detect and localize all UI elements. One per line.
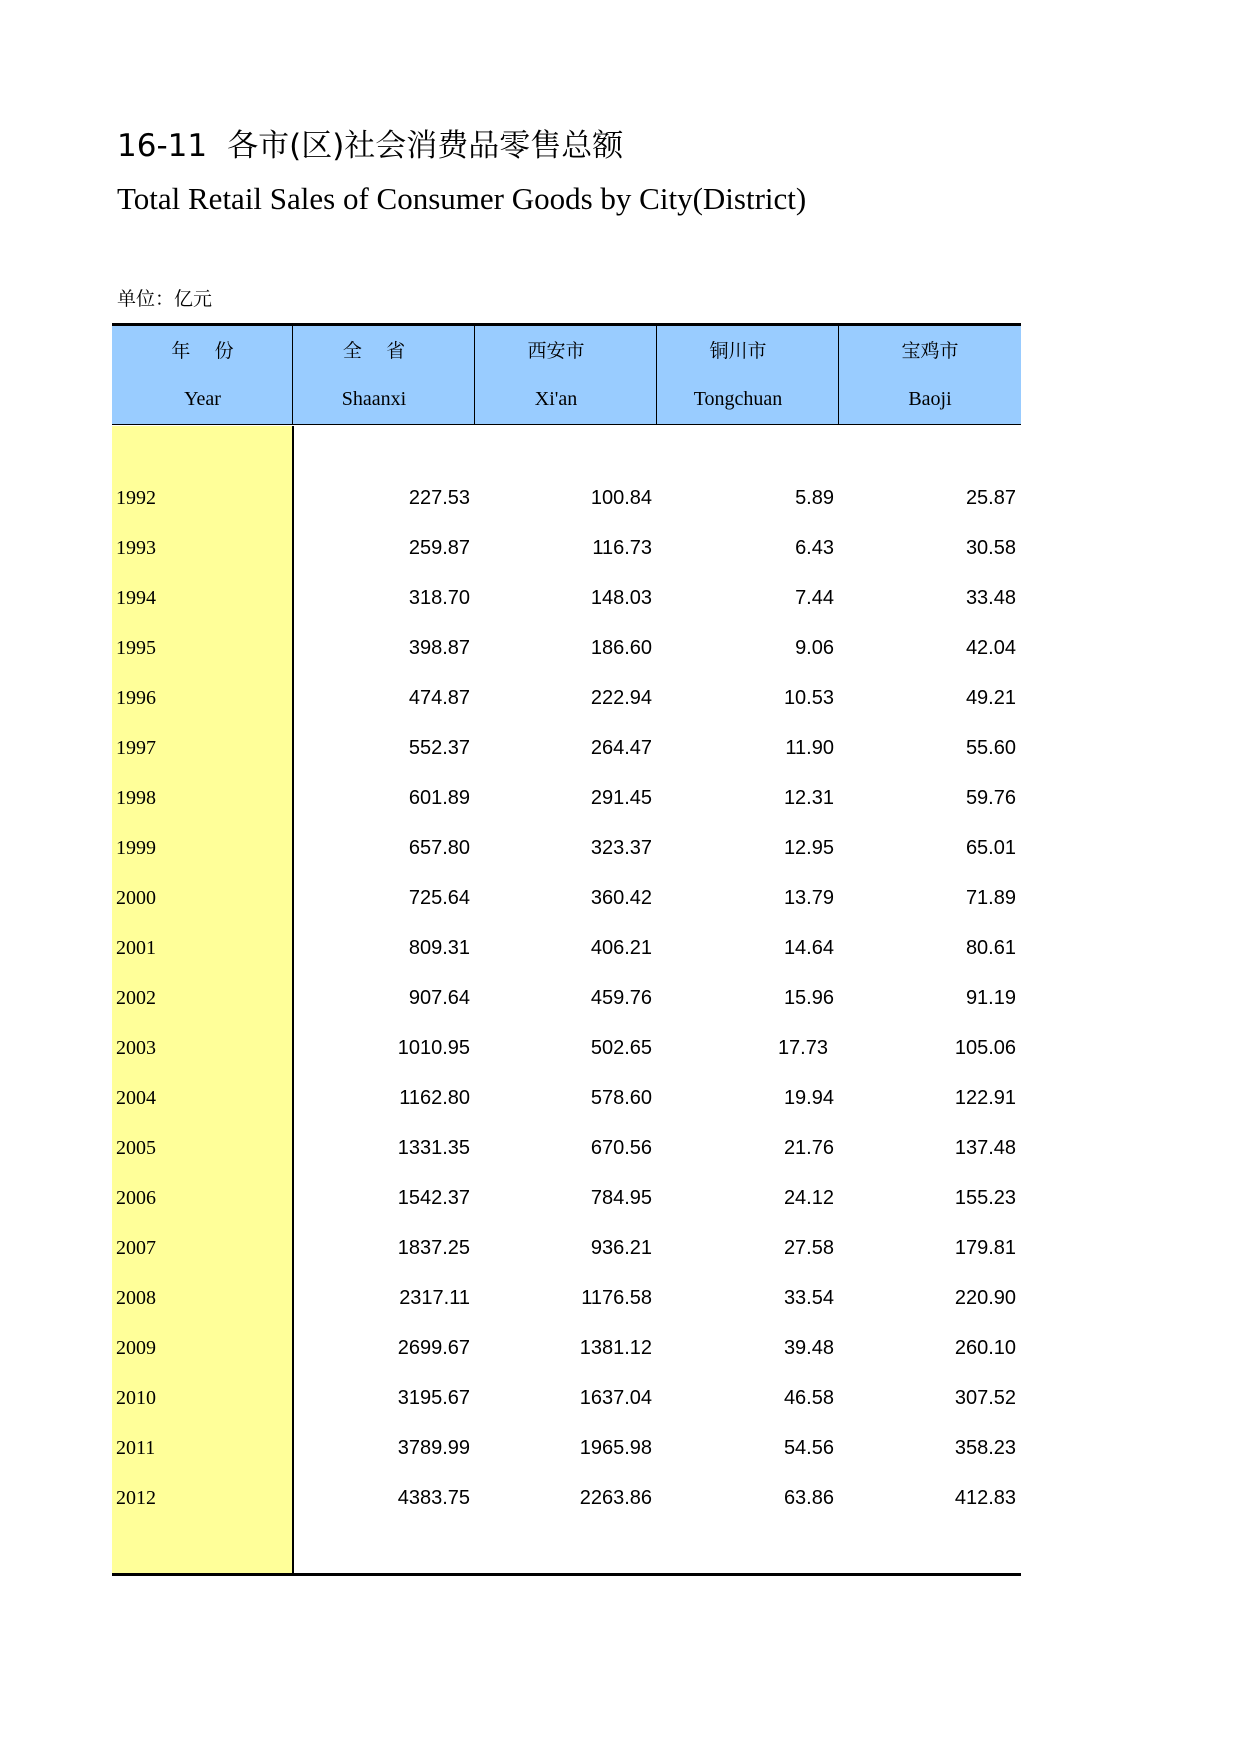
table-row [112,1028,1021,1078]
cell-shaanxi: 1331.35 [397,1137,470,1159]
table-row [112,678,1021,728]
cell-year: 2012 [116,1487,156,1509]
cell-year: 1997 [116,737,156,759]
cell-shaanxi: 3789.99 [397,1437,470,1459]
cell-xian: 116.73 [592,537,652,559]
cell-baoji: 42.04 [965,637,1016,659]
cell-year: 2003 [116,1037,156,1059]
header-tongchuan [656,326,819,424]
cell-shaanxi: 809.31 [408,937,470,959]
cell-year: 2011 [116,1437,156,1459]
cell-xian: 323.37 [590,837,652,859]
cell-shaanxi: 2699.67 [397,1337,470,1359]
cell-tongchuan: 39.48 [783,1337,834,1359]
header-tongchuan-cn: 铜川市 [709,340,767,362]
cell-year: 2010 [116,1387,156,1409]
header-xian-en: Xi'an [534,388,578,410]
cell-shaanxi: 227.53 [408,487,470,509]
cell-tongchuan: 19.94 [783,1087,834,1109]
cell-year: 2000 [116,887,156,909]
cell-shaanxi: 259.87 [408,537,470,559]
cell-tongchuan: 6.43 [795,537,834,559]
cell-year: 2005 [116,1137,156,1159]
cell-shaanxi: 725.64 [408,887,470,909]
table-row [112,978,1021,1028]
cell-shaanxi: 1010.95 [397,1037,470,1059]
header-xian [474,326,637,424]
cell-baoji: 105.06 [954,1037,1016,1059]
table-row [112,1328,1021,1378]
header-shaanxi [292,326,455,424]
cell-baoji: 25.87 [965,487,1016,509]
cell-tongchuan: 24.12 [783,1187,834,1209]
cell-tongchuan: 17.73 [777,1037,828,1059]
cell-xian: 406.21 [590,937,652,959]
header-tongchuan-en: Tongchuan [693,388,783,410]
header-shaanxi-en: Shaanxi [341,388,407,410]
cell-xian: 1381.12 [579,1337,652,1359]
cell-year: 1995 [116,637,156,659]
cell-baoji: 412.83 [954,1487,1016,1509]
cell-baoji: 307.52 [954,1387,1016,1409]
cell-year: 1993 [116,537,156,559]
table-row [112,1128,1021,1178]
cell-baoji: 179.81 [954,1237,1016,1259]
cell-tongchuan: 5.89 [795,487,834,509]
table-bottom-rule [112,1573,1021,1576]
cell-shaanxi: 318.70 [408,587,470,609]
cell-xian: 186.60 [590,637,652,659]
table-row [112,1178,1021,1228]
cell-xian: 291.45 [590,787,652,809]
cell-shaanxi: 1162.80 [399,1087,470,1109]
cell-xian: 100.84 [590,487,652,509]
cell-xian: 578.60 [590,1087,652,1109]
cell-tongchuan: 46.58 [783,1387,834,1409]
header-year-en: Year [184,388,221,410]
cell-xian: 148.03 [590,587,652,609]
cell-xian: 459.76 [590,987,652,1009]
cell-tongchuan: 7.44 [795,587,834,609]
header-baoji [838,326,1021,424]
cell-baoji: 71.89 [965,887,1016,909]
cell-baoji: 59.76 [965,787,1016,809]
cell-shaanxi: 398.87 [408,637,470,659]
cell-baoji: 91.19 [965,987,1016,1009]
table-row [112,478,1021,528]
cell-baoji: 122.91 [954,1087,1016,1109]
table-row [112,1378,1021,1428]
table-row [112,928,1021,978]
cell-baoji: 55.60 [965,737,1016,759]
table-row [112,778,1021,828]
table-row [112,1228,1021,1278]
cell-year: 1998 [116,787,156,809]
cell-baoji: 155.23 [954,1187,1016,1209]
cell-xian: 1965.98 [579,1437,652,1459]
cell-year: 1996 [116,687,156,709]
cell-year: 2002 [116,987,156,1009]
cell-shaanxi: 1837.25 [397,1237,470,1259]
table-row [112,1078,1021,1128]
cell-year: 2006 [116,1187,156,1209]
cell-xian: 936.21 [590,1237,652,1259]
cell-shaanxi: 3195.67 [397,1387,470,1409]
cell-tongchuan: 14.64 [783,937,834,959]
table-row [112,528,1021,578]
cell-baoji: 358.23 [954,1437,1016,1459]
cell-shaanxi: 474.87 [408,687,470,709]
cell-year: 2009 [116,1337,156,1359]
cell-xian: 1176.58 [581,1287,652,1309]
header-shaanxi-cn: 全 省 [342,340,406,362]
header-baoji-cn: 宝鸡市 [901,340,959,362]
cell-tongchuan: 12.95 [783,837,834,859]
cell-baoji: 49.21 [965,687,1016,709]
table-row [112,1428,1021,1478]
cell-xian: 784.95 [590,1187,652,1209]
cell-year: 1999 [116,837,156,859]
table-row [112,578,1021,628]
cell-tongchuan: 13.79 [783,887,834,909]
cell-tongchuan: 11.90 [785,737,834,759]
cell-shaanxi: 1542.37 [397,1187,470,1209]
cell-xian: 222.94 [590,687,652,709]
cell-tongchuan: 33.54 [783,1287,834,1309]
cell-shaanxi: 2317.11 [399,1287,470,1309]
cell-xian: 670.56 [590,1137,652,1159]
page-title-english: Total Retail Sales of Consumer Goods by City(District) [117,181,807,216]
table-row [112,828,1021,878]
cell-tongchuan: 27.58 [783,1237,834,1259]
table-body [112,478,1021,1528]
header-baoji-en: Baoji [908,388,952,410]
cell-xian: 360.42 [590,887,652,909]
cell-year: 2007 [116,1237,156,1259]
cell-year: 2004 [116,1087,156,1109]
cell-tongchuan: 54.56 [783,1437,834,1459]
cell-baoji: 260.10 [954,1337,1016,1359]
table-header [112,326,1021,425]
cell-tongchuan: 9.06 [795,637,834,659]
cell-tongchuan: 15.96 [783,987,834,1009]
cell-year: 1994 [116,587,156,609]
cell-xian: 502.65 [590,1037,652,1059]
cell-shaanxi: 601.89 [408,787,470,809]
table-row [112,628,1021,678]
table-row [112,728,1021,778]
header-xian-cn: 西安市 [527,340,585,362]
unit-label: 单位：亿元 [117,288,213,310]
cell-baoji: 80.61 [965,937,1016,959]
cell-baoji: 220.90 [954,1287,1016,1309]
cell-shaanxi: 552.37 [408,737,470,759]
cell-year: 1992 [116,487,156,509]
header-year [112,326,293,424]
cell-xian: 1637.04 [579,1387,652,1409]
cell-tongchuan: 21.76 [783,1137,834,1159]
cell-xian: 2263.86 [579,1487,652,1509]
table-number: 16-11 [117,128,208,164]
cell-baoji: 30.58 [965,537,1016,559]
cell-tongchuan: 63.86 [783,1487,834,1509]
table-row [112,1278,1021,1328]
cell-shaanxi: 4383.75 [397,1487,470,1509]
cell-baoji: 137.48 [954,1137,1016,1159]
cell-baoji: 65.01 [965,837,1016,859]
page-title-chinese [117,126,623,166]
cell-tongchuan: 12.31 [783,787,834,809]
cell-year: 2001 [116,937,156,959]
cell-shaanxi: 657.80 [408,837,470,859]
cell-baoji: 33.48 [965,587,1016,609]
cell-year: 2008 [116,1287,156,1309]
header-year-cn: 年 份 [171,340,234,362]
cell-tongchuan: 10.53 [783,687,834,709]
cell-xian: 264.47 [590,737,652,759]
table-row [112,1478,1021,1528]
cell-shaanxi: 907.64 [408,987,470,1009]
table-row [112,878,1021,928]
title-chinese-text: 各市(区)社会消费品零售总额 [227,128,624,164]
